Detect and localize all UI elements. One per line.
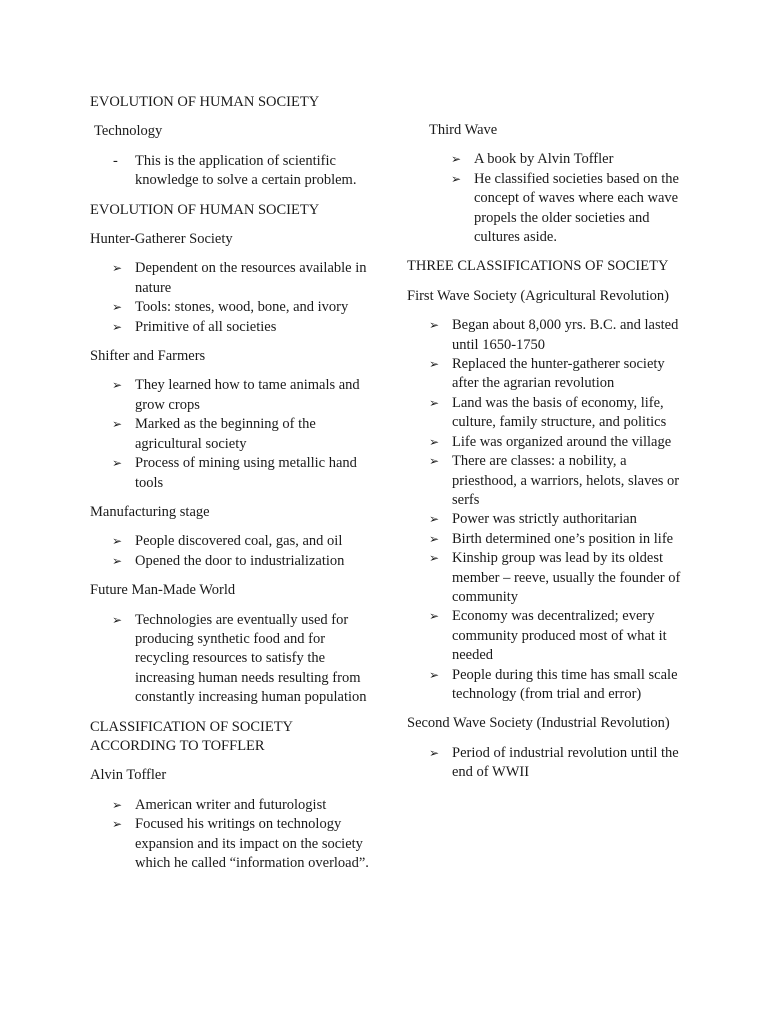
third-wave-list xyxy=(429,150,687,247)
list-item: ➢ Opened the door to industrialization xyxy=(90,552,375,571)
shifter-farmers-list xyxy=(90,376,375,492)
hunter-gatherer-list xyxy=(90,259,375,337)
list-item: ➢ Period of industrial revolution until the end of WWII xyxy=(407,744,687,783)
list-item: ➢ Began about 8,000 yrs. B.C. and lasted until 1650-1750 xyxy=(407,316,687,355)
left-column xyxy=(90,93,375,883)
list-item: ➢ There are classes: a nobility, a priesthood, a warriors, helots, slaves or serfs xyxy=(407,452,687,510)
list-item: ➢ Process of mining using metallic hand tools xyxy=(90,454,375,493)
heading-manufacturing: Manufacturing stage xyxy=(90,503,210,520)
technology-list xyxy=(90,152,375,191)
manufacturing-list xyxy=(90,532,375,571)
list-item: ➢ American writer and futurologist xyxy=(90,796,375,815)
title-classification-toffler: CLASSIFICATION OF SOCIETY ACCORDING TO TOFFLER xyxy=(90,718,293,754)
heading-shifter-farmers: Shifter and Farmers xyxy=(90,348,206,365)
first-wave-list xyxy=(407,316,687,704)
title-evolution-1: EVOLUTION OF HUMAN SOCIETY xyxy=(90,94,320,110)
heading-first-wave: First Wave Society (Agricultural Revolution) xyxy=(407,287,669,304)
list-item: ➢ Life was organized around the village xyxy=(407,433,687,452)
list-item: ➢ Land was the basis of economy, life, culture, family structure, and politics xyxy=(407,394,687,433)
heading-technology: Technology xyxy=(94,123,163,140)
heading-future-world: Future Man-Made World xyxy=(90,582,236,599)
future-world-list xyxy=(90,611,375,708)
right-column xyxy=(407,93,687,793)
title-three-classifications: THREE CLASSIFICATIONS OF SOCIETY xyxy=(407,258,669,275)
list-item: ➢ He classified societies based on the concept of waves where each wave propels the older societies and cultures aside. xyxy=(429,170,687,248)
title-evolution-2: EVOLUTION OF HUMAN SOCIETY xyxy=(90,201,320,218)
list-item: ➢ Economy was decentralized; every community produced most of what it needed xyxy=(407,607,687,665)
list-item: ➢ Primitive of all societies xyxy=(90,318,375,337)
list-item: ➢ They learned how to tame animals and grow crops xyxy=(90,376,375,415)
list-item: ➢ Replaced the hunter-gatherer society after the agrarian revolution xyxy=(407,355,687,394)
list-item: ➢ Technologies are eventually used for producing synthetic food and for recycling resources to satisfy the increasing human needs resulting from constantly increasing human population xyxy=(90,611,375,708)
list-item: ➢ Birth determined one’s position in life xyxy=(407,530,687,549)
list-item: ➢ Kinship group was lead by its oldest member – reeve, usually the founder of community xyxy=(407,549,687,607)
heading-hunter-gatherer: Hunter-Gatherer Society xyxy=(90,231,233,248)
list-item: ➢ Focused his writings on technology expansion and its impact on the society which he called “information overload”. xyxy=(90,815,375,873)
list-item: ➢ A book by Alvin Toffler xyxy=(429,150,687,169)
list-item: ➢ Tools: stones, wood, bone, and ivory xyxy=(90,298,375,317)
list-item: ➢ People during this time has small scale technology (from trial and error) xyxy=(407,666,687,705)
list-item: ➢ Power was strictly authoritarian xyxy=(407,510,687,529)
alvin-toffler-list xyxy=(90,796,375,874)
list-item: ➢ Dependent on the resources available in nature xyxy=(90,259,375,298)
heading-second-wave: Second Wave Society (Industrial Revolution) xyxy=(407,715,670,732)
second-wave-list xyxy=(407,744,687,783)
list-item: ➢ People discovered coal, gas, and oil xyxy=(90,532,375,551)
list-item: - This is the application of scientific knowledge to solve a certain problem. xyxy=(90,152,375,191)
list-item: ➢ Marked as the beginning of the agricultural society xyxy=(90,415,375,454)
heading-alvin-toffler: Alvin Toffler xyxy=(90,767,167,784)
heading-third-wave: Third Wave xyxy=(429,122,498,138)
